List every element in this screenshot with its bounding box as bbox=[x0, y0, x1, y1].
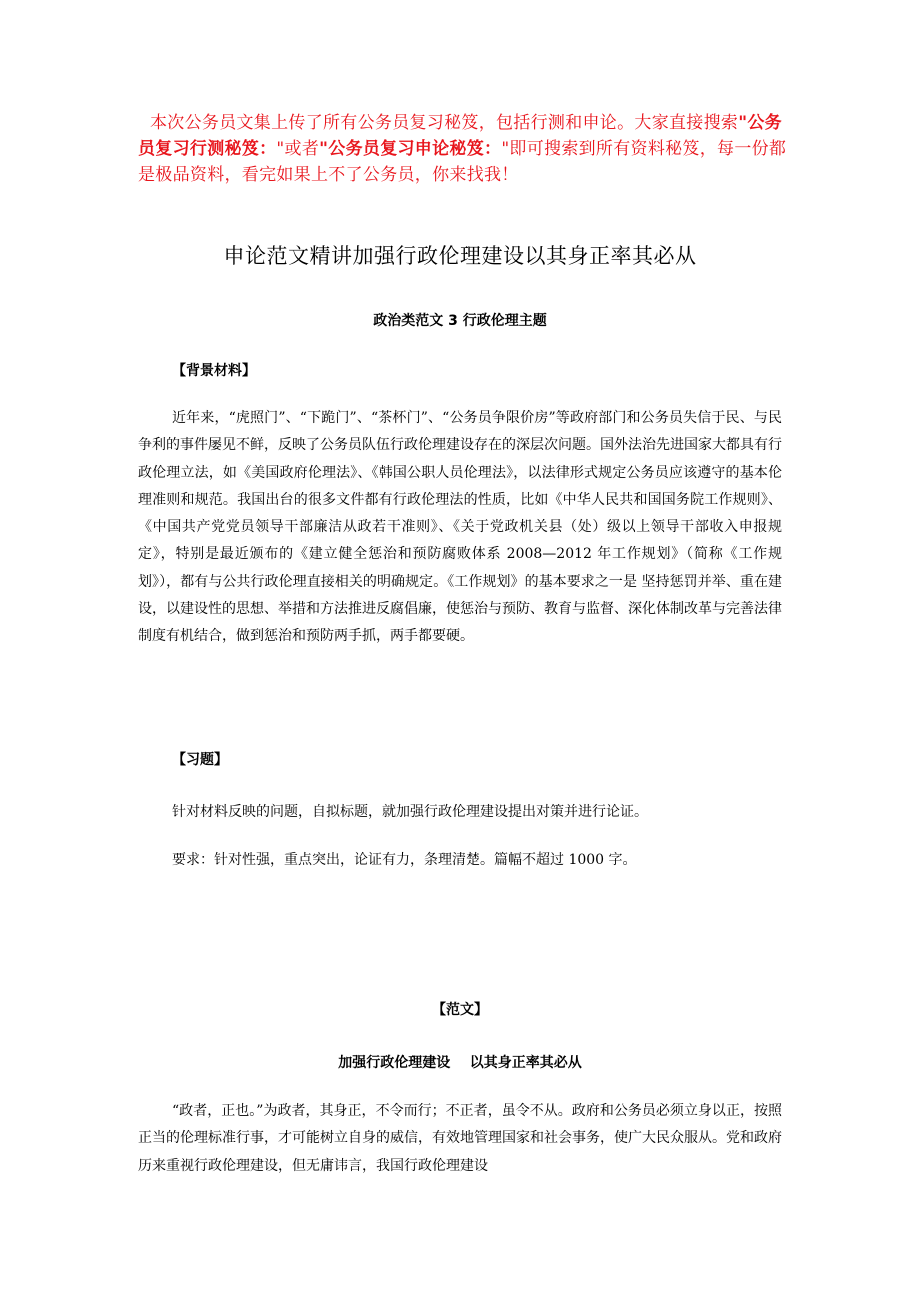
essay-heading: 【范文】 bbox=[432, 1002, 488, 1018]
notice-keyword-xingce: "公务员复习行测秘笈： bbox=[138, 113, 782, 159]
exercise-requirement: 要求：针对性强，重点突出，论证有力，条理清楚。篇幅不超过 1000 字。 bbox=[172, 852, 637, 868]
background-paragraph: 近年来，“虎照门”、“下跪门”、“茶杯门”、“公务员争限价房”等政府部门和公务员失信于民、与民争利的事件屡见不鲜，反映了公务员队伍行政伦理建设存在的深层次问题。国外法治先进国家大都具有行政伦理立法，如《美国政府伦理法》、《韩国公职人员伦理法》，以法律形式规定公务员应该遵守的基本伦理准则和规范。我国出台的很多文件都有行政伦理法的性质，比如《中华人民共和国国务院工作规则》、《中国共产党党员领导干部廉洁从政若干准则》、《关于党政机关县（处）级以上领导干部收入申报规定》，特别是最近颁布的《建立健全惩治和预防腐败体系 2008—2012 年工作规划》（简称《工作规划》），都有与公共行政伦理直接相关的明确规定。《工作规划》的基本要求之一是 坚持惩罚并举、重在建设，以建设性的思想、举措和方法推进反腐倡廉，使惩治与预防、教育与监督、深化体制改革与完善法律制度有机结合，做到惩治和预防两手抓，两手都要硬。 bbox=[138, 410, 782, 645]
promo-notice bbox=[138, 110, 788, 188]
notice-text-2: "或者 bbox=[276, 139, 320, 159]
background-heading: 【背景材料】 bbox=[172, 363, 256, 379]
exercise-heading: 【习题】 bbox=[172, 752, 228, 768]
notice-text-1: 本次公务员文集上传了所有公务员复习秘笈，包括行测和申论。大家直接搜索 bbox=[150, 113, 739, 133]
exercise-question: 针对材料反映的问题，自拟标题，就加强行政伦理建设提出对策并进行论证。 bbox=[172, 804, 648, 820]
notice-keyword-shenlun: "公务员复习申论秘笈： bbox=[319, 139, 502, 159]
document-subtitle: 政治类范文 3 行政伦理主题 bbox=[373, 313, 547, 329]
essay-paragraph: “政者，正也。”为政者，其身正，不令而行；不正者，虽令不从。政府和公务员必须立身以正，按照正当的伦理标准行事，才可能树立自身的威信，有效地管理国家和社会事务，使广大民众服从。党和政府历来重视行政伦理建设，但无庸讳言，我国行政伦理建设 bbox=[138, 1103, 782, 1174]
essay-title: 加强行政伦理建设 以其身正率其必从 bbox=[338, 1055, 582, 1071]
document-title: 申论范文精讲加强行政伦理建设以其身正率其必从 bbox=[223, 244, 697, 268]
notice-text-3: "即可搜索到所有资料秘笈，每一份都是极品资料，看完如果上不了公务员，你来找我！ bbox=[138, 139, 787, 185]
